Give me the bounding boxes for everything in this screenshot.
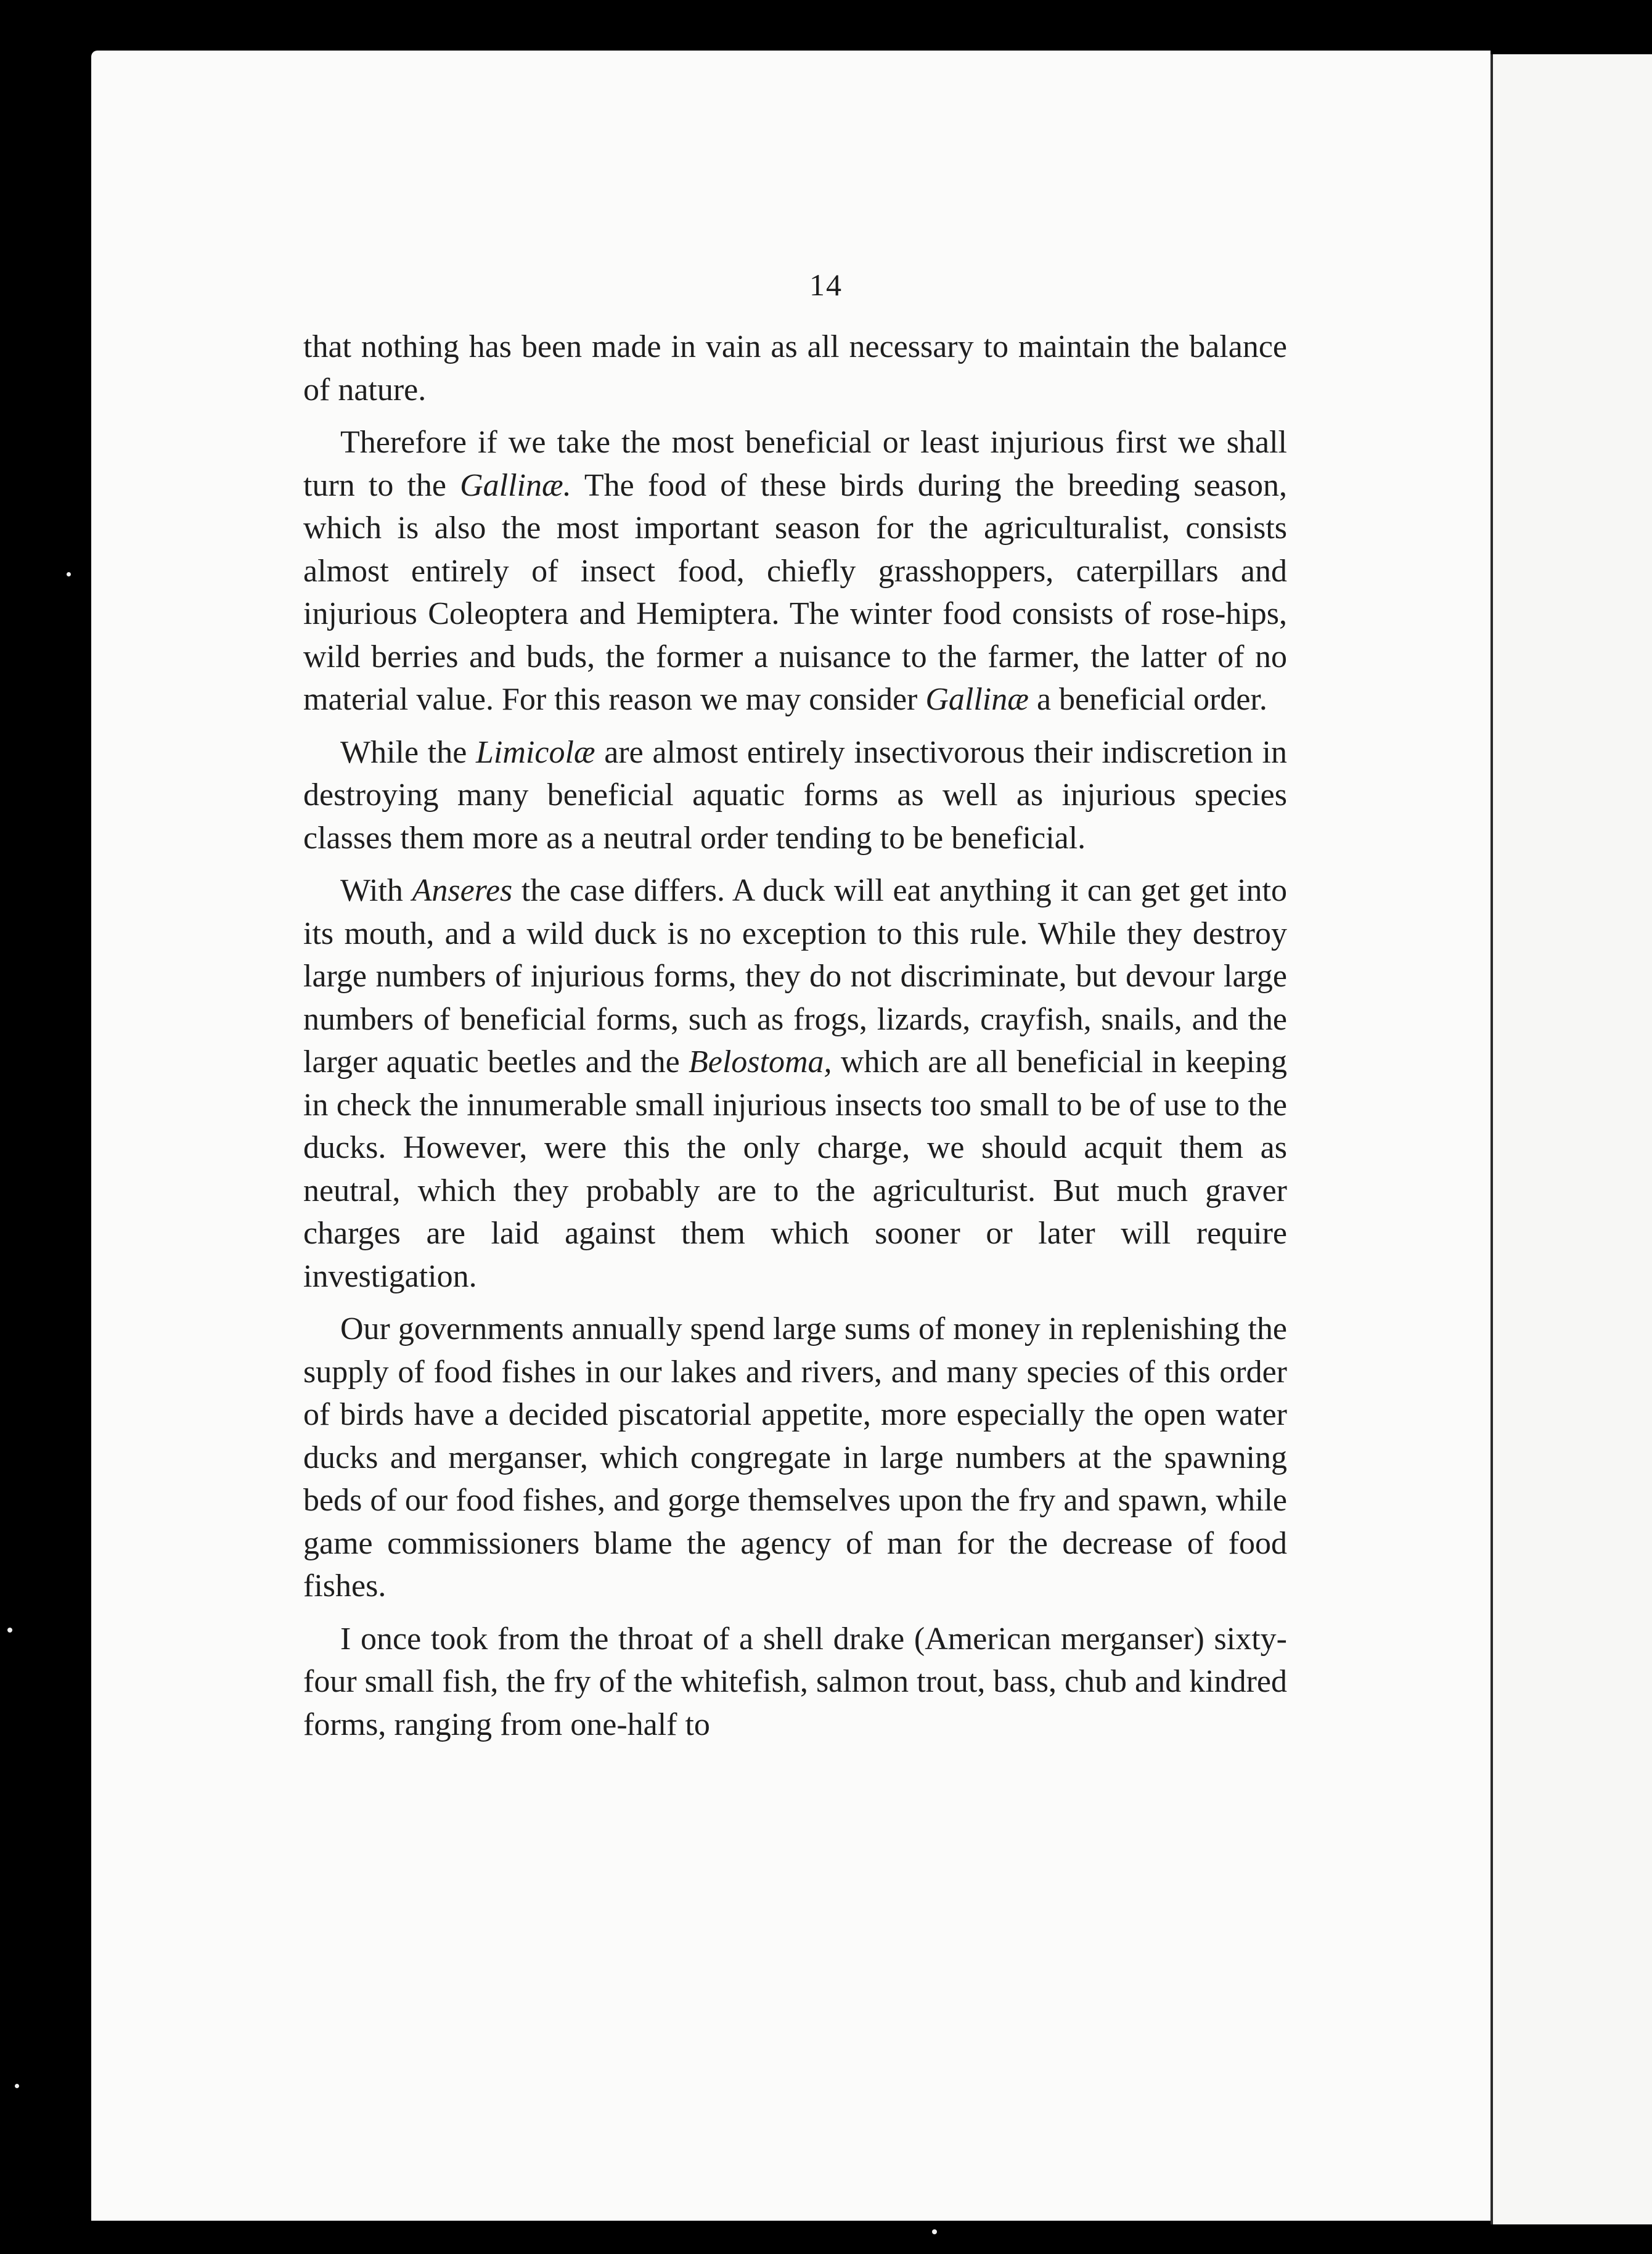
taxon-name: Gallinæ <box>925 682 1029 717</box>
paragraph <box>303 326 1287 411</box>
scan-speck <box>932 2229 937 2234</box>
taxon-name: Limicolæ <box>476 734 595 770</box>
text-segment: Therefore if we take the most beneficial or least injurious first we shall turn to the <box>303 425 1287 503</box>
text-segment: Our governments annually spend large sums of money in replenishing the supply of food fishes in our lakes and rivers, and many species of this order of birds have a decided piscatorial appetite, more especially the open water ducks and merganser, which congregate in large numbers at the spawning beds of our food fishes, and gorge themselves upon the fry and spawn, while game commissioners blame the agency of man for the decrease of food fishes. <box>303 1311 1287 1604</box>
text-segment: that nothing has been made in vain as all necessary to maintain the balance of nature. <box>303 329 1287 408</box>
paragraph <box>303 1308 1287 1608</box>
paragraph <box>303 1618 1287 1747</box>
text-segment: While the <box>340 734 476 770</box>
paragraph <box>303 869 1287 1298</box>
taxon-name: Anseres <box>412 873 513 908</box>
scan-speck <box>7 1628 12 1633</box>
text-segment: the case differs. A duck will eat anything it can get get into its mouth, and a wild duck is no exception to this rule. While they destroy large numbers of injurious forms, they do not discriminate, but devour large numbers of beneficial forms, such as frogs, lizards, crayfish, snails, and the larger aquatic beetles and the <box>303 873 1287 1080</box>
paragraph <box>303 731 1287 860</box>
facing-page-edge <box>1490 54 1652 2224</box>
text-segment: are almost entirely insectivorous their indiscretion in destroying many beneficial aquatic forms as well as injurious species classes them more as a neutral order tending to be beneficial. <box>303 734 1287 856</box>
page-number: 14 <box>809 268 843 302</box>
taxon-name: Belostoma, <box>689 1044 832 1080</box>
paragraph <box>303 421 1287 721</box>
taxon-name: Gallinæ. <box>460 467 571 503</box>
text-segment: The food of these birds during the breeding season, which is also the most important season for the agriculturalist, consists almost entirely of insect food, chiefly grasshoppers, caterpillars and injurious Coleoptera and Hemiptera. The winter food consists of rose-hips, wild berries and buds, the former a nuisance to the farmer, the latter of no material value. For this reason we may consider <box>303 467 1287 717</box>
text-segment: which are all beneficial in keeping in check the innumerable small injurious insects too small to be of use to the ducks. However, were this the only charge, we should acquit them as neutral, which they probably are to the agriculturist. But much graver charges are laid against them which sooner or later will require investigation. <box>303 1044 1287 1294</box>
scan-speck <box>67 572 71 576</box>
text-segment: With <box>340 873 412 908</box>
text-segment: a beneficial order. <box>1028 682 1267 717</box>
text-segment: I once took from the throat of a shell drake (American merganser) sixty-four small fish, the fry of the whitefish, salmon trout, bass, chub and kindred forms, ranging from one-half to <box>303 1621 1287 1742</box>
body-text <box>303 326 1287 1756</box>
scan-speck <box>15 2084 19 2088</box>
